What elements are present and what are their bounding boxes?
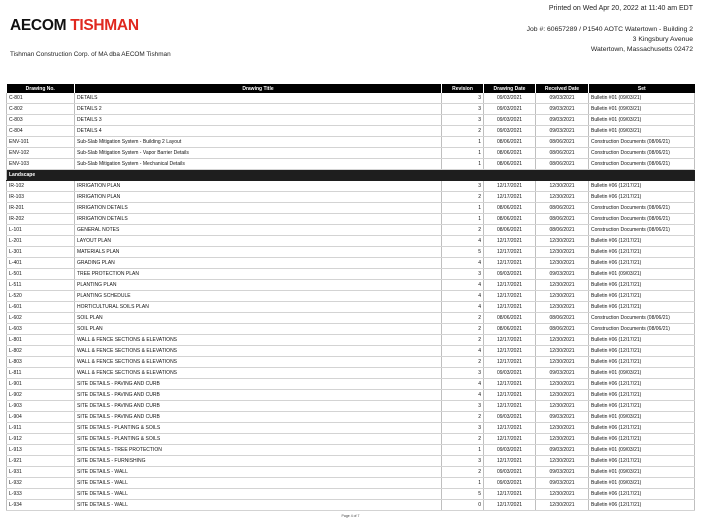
cell-drawing-no: L-602 (7, 313, 75, 324)
cell-drawing-title: WALL & FENCE SECTIONS & ELEVATIONS (75, 357, 442, 368)
cell-drawing-no: L-933 (7, 489, 75, 500)
aecom-tishman-logo (10, 17, 139, 35)
cell-drawing-no: IR-202 (7, 214, 75, 225)
cell-set: Bulletin #01 (09/03/21) (589, 445, 695, 456)
cell-revision: 0 (442, 500, 484, 511)
cell-drawing-date: 08/06/2021 (484, 203, 536, 214)
col-header-drawing-date: Drawing Date (484, 84, 536, 93)
cell-drawing-title: SITE DETAILS - PAVING AND CURB (75, 401, 442, 412)
cell-received-date: 09/03/2021 (536, 445, 589, 456)
cell-drawing-title: IRRIGATION DETAILS (75, 214, 442, 225)
table-row (7, 137, 695, 148)
table-row (7, 236, 695, 247)
col-header-drawing-title: Drawing Title (75, 84, 442, 93)
cell-set: Bulletin #06 (12/17/21) (589, 302, 695, 313)
col-header-drawing-no: Drawing No. (7, 84, 75, 93)
table-row (7, 291, 695, 302)
cell-set: Bulletin #06 (12/17/21) (589, 423, 695, 434)
cell-set: Bulletin #06 (12/17/21) (589, 258, 695, 269)
cell-drawing-no: L-520 (7, 291, 75, 302)
cell-revision: 4 (442, 236, 484, 247)
cell-drawing-date: 12/17/2021 (484, 335, 536, 346)
cell-drawing-date: 09/03/2021 (484, 126, 536, 137)
cell-drawing-no: L-902 (7, 390, 75, 401)
cell-set: Bulletin #06 (12/17/21) (589, 346, 695, 357)
cell-set: Bulletin #01 (09/03/21) (589, 478, 695, 489)
table-row (7, 357, 695, 368)
cell-drawing-title: Sub-Slab Mitigation System - Vapor Barrier Details (75, 148, 442, 159)
cell-revision: 2 (442, 412, 484, 423)
cell-set: Bulletin #01 (09/03/21) (589, 412, 695, 423)
cell-received-date: 12/30/2021 (536, 434, 589, 445)
table-row (7, 159, 695, 170)
cell-received-date: 12/30/2021 (536, 357, 589, 368)
table-row (7, 247, 695, 258)
cell-received-date: 09/03/2021 (536, 269, 589, 280)
cell-drawing-date: 12/17/2021 (484, 456, 536, 467)
cell-set: Bulletin #01 (09/03/21) (589, 104, 695, 115)
cell-drawing-title: PLANTING SCHEDULE (75, 291, 442, 302)
cell-drawing-no: L-603 (7, 324, 75, 335)
cell-received-date: 09/03/2021 (536, 104, 589, 115)
cell-set: Bulletin #06 (12/17/21) (589, 291, 695, 302)
cell-revision: 3 (442, 104, 484, 115)
cell-drawing-no: IR-201 (7, 203, 75, 214)
project-info (527, 25, 693, 55)
cell-drawing-no: L-401 (7, 258, 75, 269)
cell-set: Bulletin #01 (09/03/21) (589, 368, 695, 379)
cell-set: Bulletin #06 (12/17/21) (589, 434, 695, 445)
cell-drawing-date: 09/03/2021 (484, 93, 536, 104)
cell-revision: 4 (442, 346, 484, 357)
cell-received-date: 12/30/2021 (536, 379, 589, 390)
cell-revision: 4 (442, 291, 484, 302)
cell-received-date: 09/03/2021 (536, 368, 589, 379)
table-row (7, 467, 695, 478)
cell-drawing-date: 08/06/2021 (484, 313, 536, 324)
cell-received-date: 12/30/2021 (536, 280, 589, 291)
cell-revision: 2 (442, 192, 484, 203)
cell-set: Bulletin #06 (12/17/21) (589, 489, 695, 500)
cell-revision: 3 (442, 423, 484, 434)
cell-received-date: 12/30/2021 (536, 236, 589, 247)
cell-drawing-date: 09/03/2021 (484, 368, 536, 379)
company-name: Tishman Construction Corp. of MA dba AECOM Tishman (10, 51, 171, 58)
col-header-received-date: Received Date (536, 84, 589, 93)
cell-set: Bulletin #01 (09/03/21) (589, 269, 695, 280)
cell-set: Construction Documents (08/06/21) (589, 313, 695, 324)
cell-drawing-date: 08/06/2021 (484, 137, 536, 148)
cell-drawing-date: 09/03/2021 (484, 478, 536, 489)
table-row (7, 346, 695, 357)
cell-drawing-date: 12/17/2021 (484, 258, 536, 269)
cell-drawing-no: L-802 (7, 346, 75, 357)
cell-drawing-no: L-931 (7, 467, 75, 478)
cell-drawing-title: SOIL PLAN (75, 313, 442, 324)
table-row (7, 313, 695, 324)
cell-drawing-title: Sub-Slab Mitigation System - Building 2 Layout (75, 137, 442, 148)
table-row (7, 115, 695, 126)
cell-received-date: 08/06/2021 (536, 214, 589, 225)
cell-drawing-date: 08/06/2021 (484, 214, 536, 225)
cell-drawing-title: SITE DETAILS - PLANTING & SOILS (75, 423, 442, 434)
cell-revision: 2 (442, 324, 484, 335)
cell-set: Construction Documents (08/06/21) (589, 214, 695, 225)
table-header-row (7, 84, 695, 93)
cell-drawing-no: IR-102 (7, 181, 75, 192)
cell-revision: 1 (442, 445, 484, 456)
cell-drawing-date: 12/17/2021 (484, 357, 536, 368)
cell-drawing-title: WALL & FENCE SECTIONS & ELEVATIONS (75, 368, 442, 379)
cell-received-date: 12/30/2021 (536, 181, 589, 192)
cell-drawing-date: 09/03/2021 (484, 269, 536, 280)
cell-drawing-date: 12/17/2021 (484, 291, 536, 302)
cell-set: Construction Documents (08/06/21) (589, 225, 695, 236)
cell-revision: 3 (442, 269, 484, 280)
cell-drawing-date: 12/17/2021 (484, 302, 536, 313)
cell-drawing-title: IRRIGATION PLAN (75, 181, 442, 192)
cell-received-date: 12/30/2021 (536, 302, 589, 313)
cell-drawing-title: Sub-Slab Mitigation System - Mechanical Details (75, 159, 442, 170)
cell-drawing-date: 12/17/2021 (484, 181, 536, 192)
cell-revision: 2 (442, 434, 484, 445)
table-row (7, 434, 695, 445)
cell-drawing-date: 12/17/2021 (484, 401, 536, 412)
cell-revision: 3 (442, 181, 484, 192)
cell-drawing-date: 09/03/2021 (484, 445, 536, 456)
table-row (7, 390, 695, 401)
cell-drawing-no: L-932 (7, 478, 75, 489)
cell-drawing-no: C-802 (7, 104, 75, 115)
cell-set: Bulletin #06 (12/17/21) (589, 181, 695, 192)
cell-drawing-date: 12/17/2021 (484, 236, 536, 247)
table-row (7, 401, 695, 412)
cell-revision: 2 (442, 313, 484, 324)
cell-received-date: 12/30/2021 (536, 291, 589, 302)
cell-drawing-no: L-912 (7, 434, 75, 445)
cell-received-date: 12/30/2021 (536, 489, 589, 500)
cell-drawing-no: C-804 (7, 126, 75, 137)
cell-received-date: 08/06/2021 (536, 148, 589, 159)
cell-drawing-date: 12/17/2021 (484, 489, 536, 500)
cell-drawing-no: L-501 (7, 269, 75, 280)
table-row (7, 478, 695, 489)
table-row (7, 456, 695, 467)
cell-revision: 1 (442, 203, 484, 214)
cell-revision: 5 (442, 247, 484, 258)
cell-received-date: 12/30/2021 (536, 390, 589, 401)
cell-received-date: 09/03/2021 (536, 126, 589, 137)
cell-drawing-no: IR-103 (7, 192, 75, 203)
cell-drawing-title: SITE DETAILS - PAVING AND CURB (75, 390, 442, 401)
table-row (7, 423, 695, 434)
cell-received-date: 09/03/2021 (536, 115, 589, 126)
cell-drawing-no: L-803 (7, 357, 75, 368)
cell-drawing-title: TREE PROTECTION PLAN (75, 269, 442, 280)
cell-drawing-title: SITE DETAILS - WALL (75, 500, 442, 511)
cell-drawing-no: ENV-103 (7, 159, 75, 170)
cell-revision: 3 (442, 93, 484, 104)
cell-set: Bulletin #06 (12/17/21) (589, 236, 695, 247)
drawing-log-table (6, 84, 695, 511)
cell-drawing-date: 09/03/2021 (484, 115, 536, 126)
table-row (7, 258, 695, 269)
col-header-set: Set (589, 84, 695, 93)
table-body (7, 93, 695, 511)
cell-set: Construction Documents (08/06/21) (589, 159, 695, 170)
cell-drawing-no: L-801 (7, 335, 75, 346)
cell-drawing-date: 09/03/2021 (484, 412, 536, 423)
cell-drawing-no: L-201 (7, 236, 75, 247)
cell-drawing-date: 12/17/2021 (484, 247, 536, 258)
cell-received-date: 08/06/2021 (536, 313, 589, 324)
table-row (7, 192, 695, 203)
cell-drawing-date: 12/17/2021 (484, 390, 536, 401)
cell-revision: 2 (442, 357, 484, 368)
cell-drawing-title: SITE DETAILS - PAVING AND CURB (75, 379, 442, 390)
cell-received-date: 09/03/2021 (536, 93, 589, 104)
table-row (7, 500, 695, 511)
cell-revision: 4 (442, 379, 484, 390)
cell-revision: 4 (442, 280, 484, 291)
cell-drawing-no: L-904 (7, 412, 75, 423)
table-row (7, 93, 695, 104)
cell-revision: 1 (442, 159, 484, 170)
project-city: Watertown, Massachusetts 02472 (590, 46, 693, 53)
cell-drawing-title: SOIL PLAN (75, 324, 442, 335)
cell-drawing-date: 08/06/2021 (484, 148, 536, 159)
cell-drawing-no: C-803 (7, 115, 75, 126)
cell-set: Bulletin #06 (12/17/21) (589, 247, 695, 258)
cell-set: Bulletin #01 (09/03/21) (589, 93, 695, 104)
cell-received-date: 12/30/2021 (536, 500, 589, 511)
table-row (7, 368, 695, 379)
cell-set: Bulletin #06 (12/17/21) (589, 401, 695, 412)
cell-set: Bulletin #06 (12/17/21) (589, 192, 695, 203)
cell-revision: 2 (442, 467, 484, 478)
cell-drawing-no: L-911 (7, 423, 75, 434)
cell-drawing-title: DETAILS 4 (75, 126, 442, 137)
cell-drawing-date: 12/17/2021 (484, 346, 536, 357)
cell-revision: 1 (442, 214, 484, 225)
cell-drawing-title: DETAILS 2 (75, 104, 442, 115)
cell-drawing-no: L-101 (7, 225, 75, 236)
cell-revision: 1 (442, 478, 484, 489)
cell-drawing-title: DETAILS (75, 93, 442, 104)
cell-drawing-title: PLANTING PLAN (75, 280, 442, 291)
cell-revision: 2 (442, 335, 484, 346)
cell-drawing-no: L-301 (7, 247, 75, 258)
cell-drawing-no: C-801 (7, 93, 75, 104)
logo-tishman: TISHMAN (70, 17, 139, 34)
cell-set: Construction Documents (08/06/21) (589, 324, 695, 335)
cell-drawing-title: WALL & FENCE SECTIONS & ELEVATIONS (75, 335, 442, 346)
cell-revision: 3 (442, 401, 484, 412)
cell-revision: 4 (442, 302, 484, 313)
table-row (7, 269, 695, 280)
cell-revision: 4 (442, 390, 484, 401)
cell-received-date: 08/06/2021 (536, 137, 589, 148)
cell-drawing-title: GRADING PLAN (75, 258, 442, 269)
cell-drawing-no: ENV-102 (7, 148, 75, 159)
cell-set: Bulletin #01 (09/03/21) (589, 115, 695, 126)
cell-drawing-no: L-903 (7, 401, 75, 412)
table-row (7, 280, 695, 291)
cell-drawing-no: L-934 (7, 500, 75, 511)
cell-drawing-title: WALL & FENCE SECTIONS & ELEVATIONS (75, 346, 442, 357)
cell-set: Construction Documents (08/06/21) (589, 148, 695, 159)
cell-drawing-title: IRRIGATION PLAN (75, 192, 442, 203)
page-footer: Page 4 of 7 (341, 514, 360, 518)
cell-received-date: 12/30/2021 (536, 346, 589, 357)
cell-set: Construction Documents (08/06/21) (589, 203, 695, 214)
cell-received-date: 09/03/2021 (536, 467, 589, 478)
table-row (7, 181, 695, 192)
cell-drawing-no: L-921 (7, 456, 75, 467)
cell-drawing-title: GENERAL NOTES (75, 225, 442, 236)
cell-drawing-title: DETAILS 3 (75, 115, 442, 126)
cell-drawing-no: ENV-101 (7, 137, 75, 148)
table-row (7, 302, 695, 313)
cell-drawing-date: 12/17/2021 (484, 192, 536, 203)
cell-set: Bulletin #06 (12/17/21) (589, 379, 695, 390)
cell-revision: 3 (442, 456, 484, 467)
cell-drawing-no: L-601 (7, 302, 75, 313)
cell-set: Bulletin #06 (12/17/21) (589, 500, 695, 511)
cell-drawing-date: 09/03/2021 (484, 467, 536, 478)
table-row (7, 214, 695, 225)
cell-drawing-title: SITE DETAILS - TREE PROTECTION (75, 445, 442, 456)
cell-drawing-title: MATERIALS PLAN (75, 247, 442, 258)
cell-revision: 1 (442, 137, 484, 148)
cell-drawing-title: SITE DETAILS - WALL (75, 467, 442, 478)
table-row (7, 379, 695, 390)
cell-drawing-date: 08/06/2021 (484, 225, 536, 236)
cell-drawing-title: HORTICULTURAL SOILS PLAN (75, 302, 442, 313)
cell-set: Bulletin #01 (09/03/21) (589, 126, 695, 137)
table-row (7, 412, 695, 423)
section-row (7, 170, 695, 181)
cell-revision: 2 (442, 126, 484, 137)
cell-set: Bulletin #06 (12/17/21) (589, 357, 695, 368)
table-row (7, 489, 695, 500)
logo-aecom: AECOM (10, 17, 67, 34)
cell-received-date: 12/30/2021 (536, 456, 589, 467)
cell-drawing-no: L-913 (7, 445, 75, 456)
cell-drawing-no: L-901 (7, 379, 75, 390)
cell-revision: 1 (442, 148, 484, 159)
cell-received-date: 12/30/2021 (536, 335, 589, 346)
section-label: Landscape (7, 170, 695, 181)
cell-drawing-title: SITE DETAILS - FURNISHING (75, 456, 442, 467)
cell-drawing-title: IRRIGATION DETAILS (75, 203, 442, 214)
cell-drawing-date: 08/06/2021 (484, 159, 536, 170)
cell-received-date: 12/30/2021 (536, 192, 589, 203)
cell-drawing-no: L-511 (7, 280, 75, 291)
cell-received-date: 08/06/2021 (536, 203, 589, 214)
cell-drawing-title: SITE DETAILS - PLANTING & SOILS (75, 434, 442, 445)
cell-drawing-date: 12/17/2021 (484, 280, 536, 291)
cell-drawing-title: SITE DETAILS - WALL (75, 478, 442, 489)
table-row (7, 225, 695, 236)
cell-revision: 3 (442, 368, 484, 379)
printed-timestamp: Printed on Wed Apr 20, 2022 at 11:40 am EDT (548, 5, 693, 12)
table-row (7, 148, 695, 159)
cell-set: Construction Documents (08/06/21) (589, 137, 695, 148)
cell-revision: 3 (442, 115, 484, 126)
cell-drawing-date: 09/03/2021 (484, 104, 536, 115)
cell-revision: 2 (442, 225, 484, 236)
cell-revision: 4 (442, 258, 484, 269)
cell-received-date: 12/30/2021 (536, 247, 589, 258)
cell-set: Bulletin #06 (12/17/21) (589, 390, 695, 401)
cell-drawing-no: L-811 (7, 368, 75, 379)
cell-received-date: 08/06/2021 (536, 225, 589, 236)
cell-drawing-title: SITE DETAILS - WALL (75, 489, 442, 500)
cell-drawing-date: 12/17/2021 (484, 423, 536, 434)
cell-received-date: 12/30/2021 (536, 423, 589, 434)
cell-set: Bulletin #06 (12/17/21) (589, 335, 695, 346)
cell-received-date: 09/03/2021 (536, 478, 589, 489)
cell-received-date: 09/03/2021 (536, 412, 589, 423)
cell-set: Bulletin #06 (12/17/21) (589, 280, 695, 291)
cell-drawing-date: 12/17/2021 (484, 434, 536, 445)
cell-received-date: 08/06/2021 (536, 159, 589, 170)
cell-received-date: 08/06/2021 (536, 324, 589, 335)
cell-set: Bulletin #06 (12/17/21) (589, 456, 695, 467)
table-row (7, 324, 695, 335)
cell-revision: 5 (442, 489, 484, 500)
table-row (7, 335, 695, 346)
cell-received-date: 12/30/2021 (536, 401, 589, 412)
cell-drawing-date: 12/17/2021 (484, 500, 536, 511)
table-row (7, 126, 695, 137)
project-job: Job #: 60657289 / P1540 AOTC Watertown - Building 2 (526, 26, 693, 33)
cell-drawing-title: SITE DETAILS - PAVING AND CURB (75, 412, 442, 423)
cell-drawing-date: 12/17/2021 (484, 379, 536, 390)
col-header-revision: Revision (442, 84, 484, 93)
project-street: 3 Kingsbury Avenue (632, 36, 693, 43)
cell-drawing-date: 08/06/2021 (484, 324, 536, 335)
cell-set: Bulletin #01 (09/03/21) (589, 467, 695, 478)
cell-received-date: 12/30/2021 (536, 258, 589, 269)
table-row (7, 104, 695, 115)
cell-drawing-title: LAYOUT PLAN (75, 236, 442, 247)
table-row (7, 203, 695, 214)
table-row (7, 445, 695, 456)
